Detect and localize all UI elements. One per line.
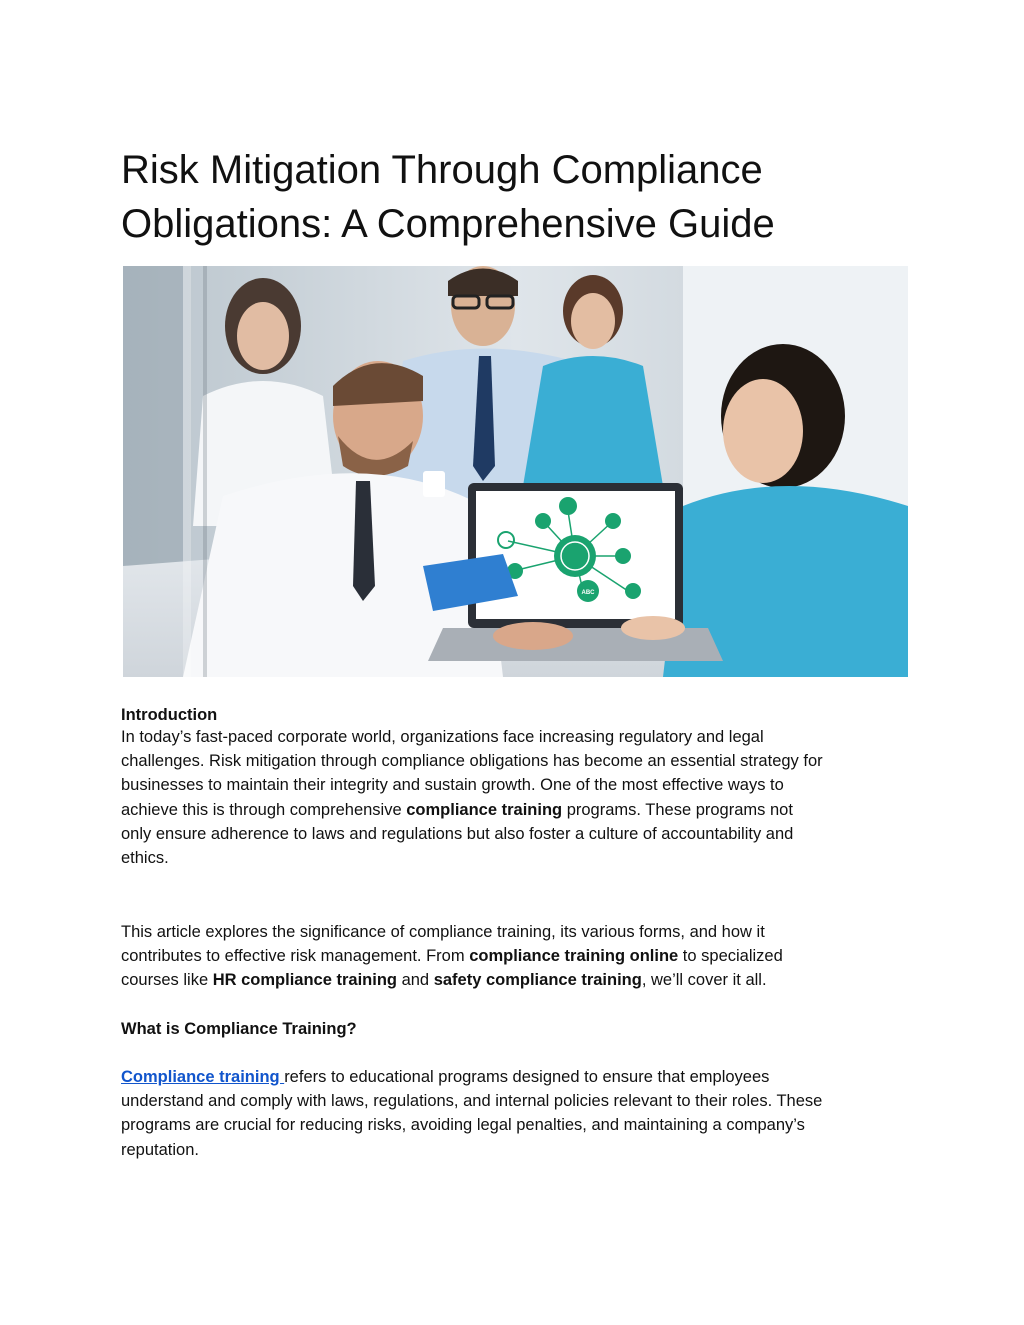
intro-p2-line-3-pre: courses like (121, 971, 213, 990)
intro-p1-line-1: In today’s fast-paced corporate world, organizations face increasing regulatory and legal (121, 728, 764, 746)
what-p-line-4: reputation. (121, 1140, 199, 1159)
title-line-1: Risk Mitigation Through Compliance (121, 148, 763, 192)
intro-p2-line-2-post: to specialized (678, 947, 783, 966)
intro-p1-line-4-post: programs. These programs not (562, 800, 793, 819)
intro-p2-line-3 (121, 968, 911, 992)
intro-p1-line-2: challenges. Risk mitigation through compliance obligations has become an essential strategy for (121, 752, 823, 771)
what-paragraph (121, 1065, 911, 1162)
intro-p2-line-1: This article explores the significance of compliance training, its various forms, and how it (121, 923, 765, 941)
intro-paragraph-1 (121, 725, 911, 870)
intro-p1-line-4-pre: achieve this is through comprehensive (121, 800, 407, 819)
intro-p2-line-2 (121, 944, 911, 968)
intro-p1-line-3: businesses to maintain their integrity and sustain growth. One of the most effective ways to (121, 776, 784, 795)
what-p-line-1-post: refers to educational programs designed to ensure that employees (284, 1068, 770, 1086)
section-heading-introduction: Introduction (121, 706, 218, 724)
section-heading-what-is: What is Compliance Training? (121, 1020, 357, 1038)
intro-p1-line-4 (121, 798, 911, 822)
intro-p1-bold-term: compliance training (406, 800, 563, 819)
intro-p2-bold-online: compliance training online (469, 947, 679, 966)
hero-illustration (123, 266, 908, 677)
what-p-line-2: understand and comply with laws, regulations, and internal policies relevant to their roles. These (121, 1092, 823, 1111)
intro-p2-line-2-pre: contributes to effective risk management. From (121, 947, 470, 966)
intro-p2-line-3-post: , we’ll cover it all. (641, 971, 767, 990)
compliance-training-link[interactable]: Compliance training (121, 1068, 285, 1086)
hero-image (123, 266, 908, 677)
page-title (121, 143, 907, 251)
intro-p1-line-5: only ensure adherence to laws and regulations but also foster a culture of accountability and (121, 824, 794, 843)
what-p-line-1 (121, 1065, 911, 1089)
intro-p2-bold-safety: safety compliance training (433, 971, 642, 990)
title-line-2: Obligations: A Comprehensive Guide (121, 202, 775, 246)
intro-p2-line-3-mid: and (396, 971, 434, 990)
intro-p2-bold-hr: HR compliance training (212, 971, 397, 990)
what-p-line-3: programs are crucial for reducing risks, avoiding legal penalties, and maintaining a company’s (121, 1116, 805, 1135)
screen-node-abc: ABC (581, 590, 595, 596)
intro-paragraph-2 (121, 920, 911, 993)
intro-p1-line-6: ethics. (121, 849, 169, 868)
